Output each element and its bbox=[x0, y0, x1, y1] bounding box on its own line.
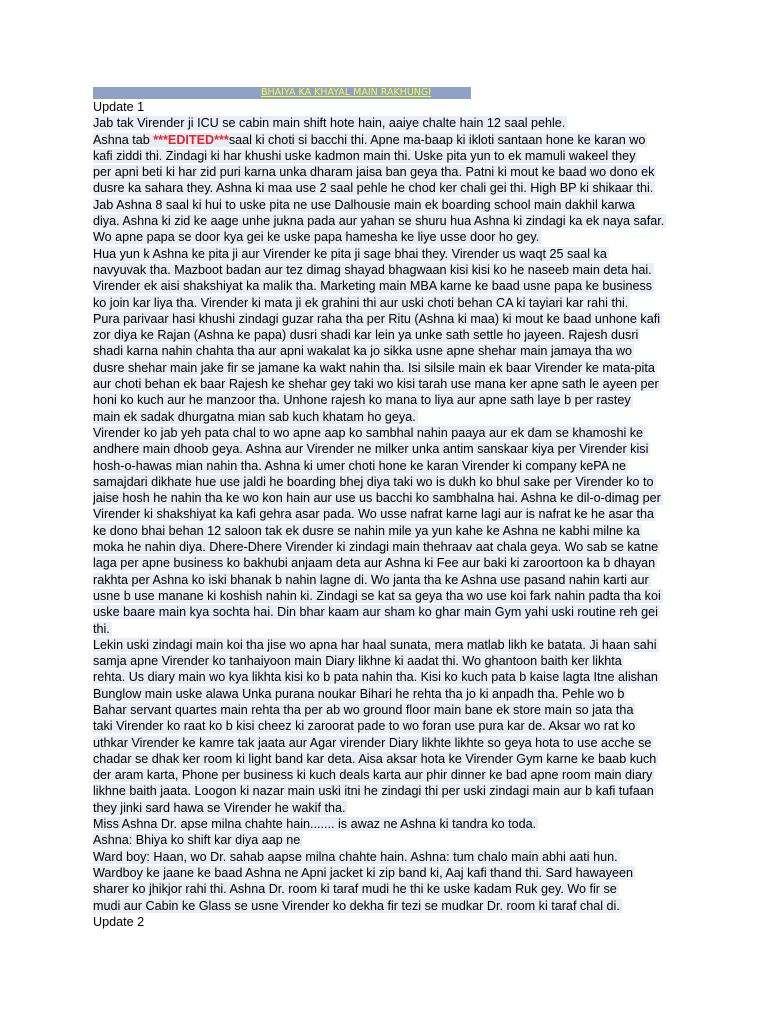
text-line bbox=[93, 311, 683, 327]
text-line-content: der aram karta, Phone per business ki kuch deals karta aur phir dinner ke bad apne room main diary bbox=[93, 768, 653, 783]
text-line-content: kafi ziddi thi. Zindagi ki har khushi uske kadmon main thi. Uske pita yun to ek mamuli wakeel they bbox=[93, 148, 636, 163]
text-line-content: thi. bbox=[93, 621, 110, 636]
text-line bbox=[93, 604, 683, 620]
text-line bbox=[93, 735, 683, 751]
text-line-content: Ashna: Bhiya ko shift kar diya aap ne bbox=[93, 833, 301, 848]
text-line-content: sharer ko jhikjor rahi thi. Ashna Dr. room ki taraf mudi he thi ke uske kadam Ruk gey. Wo fir se bbox=[93, 882, 617, 897]
text-line bbox=[93, 458, 683, 474]
text-line-content: navyuvak tha. Mazboot badan aur tez dimag shayad bhagwaan kisi kisi ko he naseeb main deta hai. bbox=[93, 262, 652, 277]
text-line bbox=[93, 669, 683, 685]
document-title: BHAIYA KA KHAYAL MAIN RAKHUNGI bbox=[261, 87, 432, 98]
text-line-content: samja apne Virender ko tanhaiyoon main Diary likhne ki aadat thi. Wo ghantoon baith ker likhta bbox=[93, 654, 622, 669]
text-line bbox=[93, 718, 683, 734]
text-line bbox=[93, 360, 683, 376]
edited-marker: ***EDITED*** bbox=[153, 132, 229, 147]
text-line-content: per apni beti ki har zid puri karna unka dharam jaisa ban geya tha. Patni ki mout ke baad wo dono ek bbox=[93, 165, 655, 180]
text-line-content: aur choti behan ek baar Rajesh ke shehar gey taki wo kisi tarah use mana ker apne sath le ayeen per bbox=[93, 377, 659, 392]
text-line-content: honi ko kuch aur he manzoor tha. Unhone rajesh ko mana to liya aur apne sath laye b per rastey bbox=[93, 393, 631, 408]
text-line-content: Miss Ashna Dr. apse milna chahte hain....... is awaz ne Ashna ki tandra ko toda. bbox=[93, 817, 537, 832]
text-line bbox=[93, 229, 683, 245]
text-line-suffix: saal ki choti si bacchi thi. Apne ma-baap ki ikloti santaan hone ke karan wo bbox=[228, 132, 646, 147]
text-line bbox=[93, 262, 683, 278]
text-line-content: moka he nahin diya. Dhere-Dhere Virender ki zindagi main thehraav aat chala geya. Wo sab se katne bbox=[93, 540, 659, 555]
text-line bbox=[93, 246, 683, 262]
text-line bbox=[93, 865, 683, 881]
text-line-content: Ward boy: Haan, wo Dr. sahab aapse milna chahte hain. Ashna: tum chalo main abhi aati hun. bbox=[93, 849, 618, 864]
text-line-content: Update 1 bbox=[93, 100, 145, 114]
text-line bbox=[93, 441, 683, 457]
text-line-content: diya. Ashna ki zid ke aage unhe jukna pada aur yahan se shuru hua Ashna ki zindagi ka ek naya safar. bbox=[93, 214, 665, 229]
text-line-content: zor diya ke Rajan (Ashna ke papa) dusri shadi kar lein ya unke sath settle ho jayeen. Rajesh dusri bbox=[93, 328, 639, 343]
text-line-content: rakhta per Ashna ko iski bhanak b nahin lagne di. Wo janta tha ke Ashna use pasand nahin karti aur bbox=[93, 572, 649, 587]
text-line bbox=[93, 914, 683, 930]
text-line bbox=[93, 653, 683, 669]
text-line-content: Bahar servant quartes main rehta tha per ab wo ground floor main bane ek store main so jata tha bbox=[93, 702, 634, 717]
text-line-content: Lekin uski zindagi main koi tha jise wo apna har haal sunata, mera matlab likh ke batata. Ji haan sahi bbox=[93, 637, 657, 652]
text-line bbox=[93, 474, 683, 490]
text-line-content: andhere main dhoob geya. Ashna aur Virender ne milker unka antim sanskaar kiya per Virender kisi bbox=[93, 442, 649, 457]
text-line-content: Wo apne papa se door kya gei ke uske papa hamesha ke liye usse door ho gey. bbox=[93, 230, 540, 245]
text-line bbox=[93, 783, 683, 799]
text-line-content: rehta. Us diary main wo kya likhta kisi ko b pata nahin tha. Kisi ko kuch pata b kaise lagta Itne alishan bbox=[93, 670, 658, 685]
text-line bbox=[93, 800, 683, 816]
text-line-content: Jab Ashna 8 saal ki hui to uske pita ne use Dalhousie main ek boarding school main dakhil karwa bbox=[93, 197, 635, 212]
text-line bbox=[93, 523, 683, 539]
text-line bbox=[93, 327, 683, 343]
text-line-content: dusre ka sahara they. Ashna ki maa use 2 saal pehle he chod ker chali gei thi. High BP ki shikaar thi. bbox=[93, 181, 654, 196]
text-line-content: laga per apne business ko bakhubi anjaam deta aur Ashna ki Fee aur baki ki zaroortoon ka b dhayan bbox=[93, 556, 656, 571]
text-line-content: Virender ek aisi shakshiyat ka malik tha. Marketing main MBA karne ke baad usne papa ke business bbox=[93, 279, 653, 294]
text-line bbox=[93, 197, 683, 213]
text-line bbox=[93, 637, 683, 653]
text-line bbox=[93, 751, 683, 767]
text-line-prefix: Ashna tab bbox=[93, 132, 154, 147]
text-line-content: Bunglow main uske alawa Unka purana noukar Bihari he rehta tha jo ki anpadh tha. Pehle wo b bbox=[93, 686, 625, 701]
text-line-content: taki Virender ko raat ko b kisi cheez ki zaroorat pade to wo foran use pura kar de. Aksar wo rat ko bbox=[93, 719, 636, 734]
text-line bbox=[93, 376, 683, 392]
text-line bbox=[93, 832, 683, 848]
text-line bbox=[93, 506, 683, 522]
text-line bbox=[93, 132, 683, 148]
text-line bbox=[93, 148, 683, 164]
text-line-content: ke dono bhai behan 12 saloon tak ek dusre se nahin mile ya yun kahe ke Ashna ne kabhi milne ka bbox=[93, 523, 640, 538]
text-line-content: main ek sadak dhurgatna mian sab kuch khatam ho geya. bbox=[93, 409, 416, 424]
text-line-content: likhne baith jaata. Loogon ki nazar main uski itni he zindagi thi per uski zindagi main aur b kafi tufaan bbox=[93, 784, 654, 799]
text-line bbox=[93, 115, 683, 131]
text-line-content: Wardboy ke jaane ke baad Ashna ne Apni jacket ki zip band ki, Aaj kafi thand thi. Sard hawayeen bbox=[93, 865, 634, 880]
text-line-content: dusre shehar main jake fir se jamane ka wakt nahin tha. Isi silsile main ek baar Virender ke mata-pita bbox=[93, 360, 655, 375]
document-body bbox=[93, 99, 683, 930]
text-line-content: usne b use manane ki koshish nahin ki. Zindagi se kat sa geya tha wo use koi fark nahin padta tha koi bbox=[93, 588, 661, 603]
text-line bbox=[93, 490, 683, 506]
text-line-content: jaise hosh he nahin tha ke wo kon hain aur use us bacchi ko sambhalna hai. Ashna ke dil-o-dimag per bbox=[93, 491, 661, 506]
text-line bbox=[93, 278, 683, 294]
text-line-content: Virender ki shakshiyat ka kafi gehra asar pada. Wo usse nafrat karne lagi aur is nafrat ke he asar tha bbox=[93, 507, 654, 522]
text-line bbox=[93, 555, 683, 571]
text-line-content: shadi karna nahin chahta tha aur apni wakalat ka jo sikka usne apne shehar main jamaya tha wo bbox=[93, 344, 633, 359]
text-line bbox=[93, 572, 683, 588]
text-line bbox=[93, 702, 683, 718]
text-line bbox=[93, 621, 683, 637]
text-line bbox=[93, 849, 683, 865]
text-line-content: Update 2 bbox=[93, 914, 145, 929]
text-line-content: uske baare main kya sochta hai. Din bhar kaam aur sham ko ghar main Gym yahi uski routine reh gei bbox=[93, 605, 658, 620]
text-line bbox=[93, 816, 683, 832]
text-line-content bbox=[93, 133, 647, 147]
text-line bbox=[93, 343, 683, 359]
text-line bbox=[93, 180, 683, 196]
text-line-content: Jab tak Virender ji ICU se cabin main shift hote hain, aaiye chalte hain 12 saal pehle. bbox=[93, 116, 566, 131]
text-line-content: Hua yun k Ashna ke pita ji aur Virender ke pita ji sage bhai they. Virender us waqt 25 saal ka bbox=[93, 246, 607, 261]
text-line-content: ko join kar liya tha. Virender ki mata ji ek grahini thi aur uski choti behan CA ki tayiari kar rahi thi. bbox=[93, 295, 629, 310]
text-line bbox=[93, 767, 683, 783]
text-line bbox=[93, 539, 683, 555]
text-line-content: Pura parivaar hasi khushi zindagi guzar raha tha per Ritu (Ashna ki maa) ki mout ke baad unhone kafi bbox=[93, 311, 661, 326]
text-line bbox=[93, 588, 683, 604]
text-line bbox=[93, 99, 683, 115]
text-line-content: chadar se dhak ker room ki light band kar deta. Aisa aksar hota ke Virender Gym karne ke baab kuch bbox=[93, 751, 657, 766]
text-line-content: hosh-o-hawas mian nahin tha. Ashna ki umer choti hone ke karan Virender ki company kePA ne bbox=[93, 458, 626, 473]
text-line bbox=[93, 392, 683, 408]
text-line-content: they jinki sard hawa se Virender he wakif tha. bbox=[93, 800, 346, 815]
text-line-content: Virender ko jab yeh pata chal to wo apne aap ko sambhal nahin paaya aur ek dam se khamoshi ke bbox=[93, 425, 644, 440]
text-line bbox=[93, 898, 683, 914]
text-line bbox=[93, 295, 683, 311]
text-line bbox=[93, 213, 683, 229]
text-line-content: uthkar Virender ke kamre tak jaata aur Agar virender Diary likhte likhte so geya hota to use acche se bbox=[93, 735, 652, 750]
text-line bbox=[93, 425, 683, 441]
text-line bbox=[93, 164, 683, 180]
text-line-content: mudi aur Cabin ke Glass se usne Virender ko dekha fir tezi se mudkar Dr. room ki taraf chal di. bbox=[93, 898, 620, 913]
text-line bbox=[93, 686, 683, 702]
text-line bbox=[93, 881, 683, 897]
text-line-content: samajdari dikhate hue use jaldi he boarding bhej diya taki wo is dukh ko bhul sake per Virender ko to bbox=[93, 474, 654, 489]
text-line bbox=[93, 409, 683, 425]
